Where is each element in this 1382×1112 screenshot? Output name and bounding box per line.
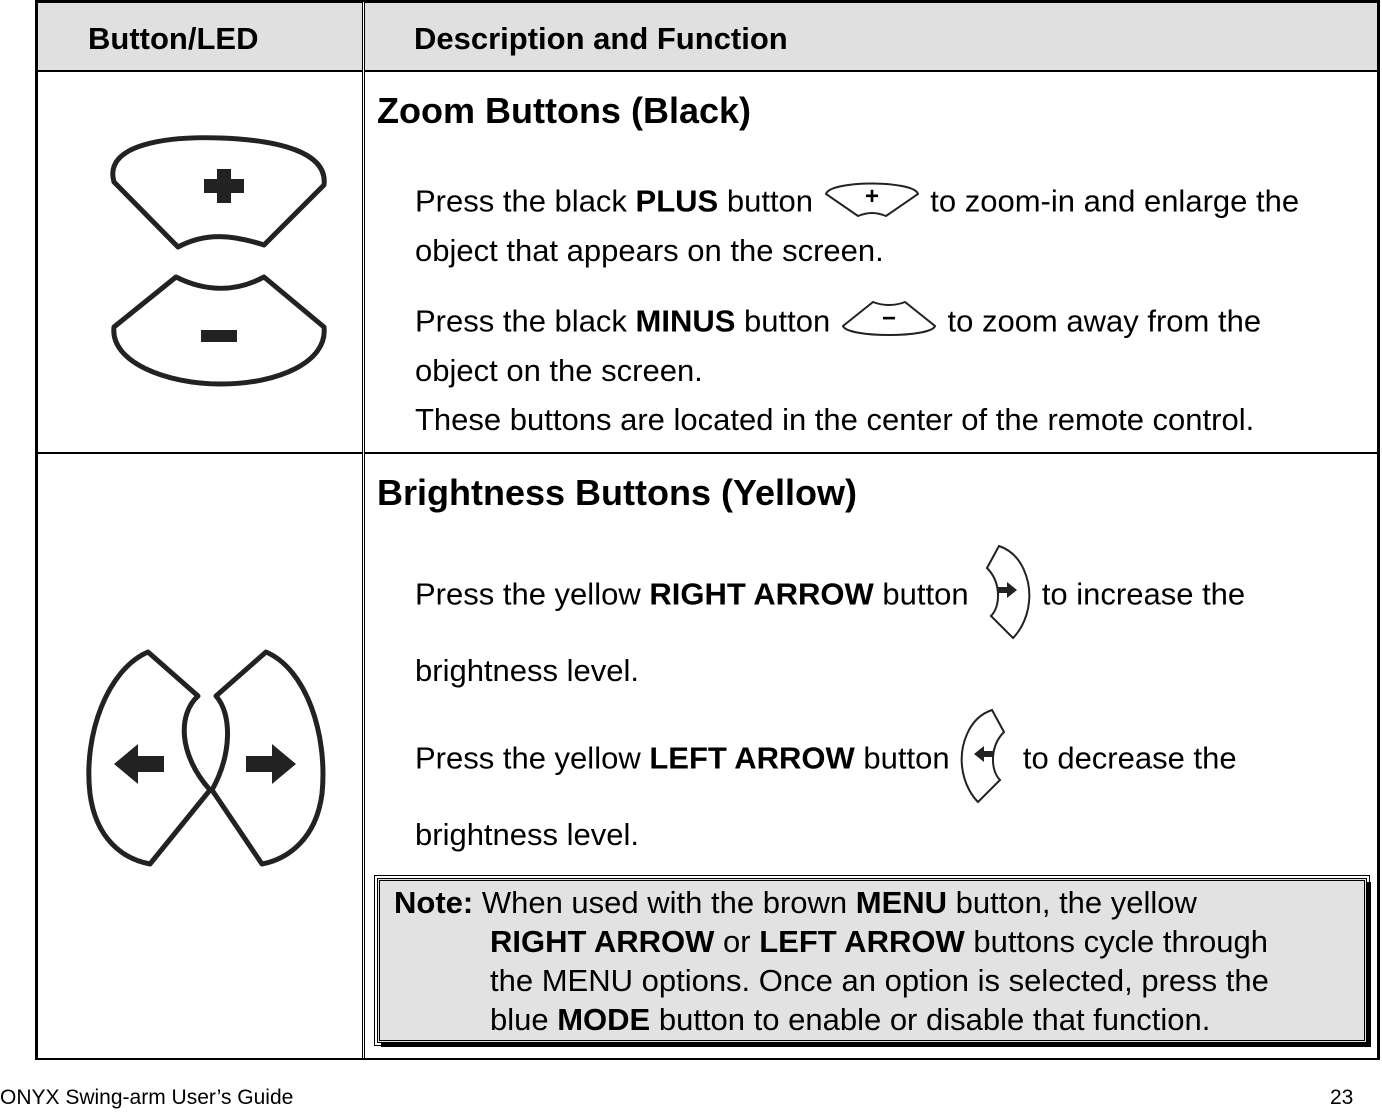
plus-label: PLUS — [635, 183, 719, 219]
zoom-title: Zoom Buttons (Black) — [377, 90, 751, 131]
header-description: Description and Function — [414, 21, 788, 56]
minus-icon-glyph: − — [881, 305, 896, 332]
brightness-description-cell — [364, 453, 1378, 1060]
zoom-description-cell — [364, 71, 1378, 453]
plus-description: Press the black PLUS button + to zoom-in and enlarge the object that appears on the screen. — [415, 176, 1299, 270]
zoom-image-cell — [37, 71, 363, 453]
plus-inline-icon — [822, 176, 922, 231]
note-line-4: blue MODE button to enable or disable that function. — [490, 1002, 1211, 1037]
left-arrow-label: LEFT ARROW — [649, 740, 855, 776]
left-arrow-button-shape — [89, 652, 210, 864]
note-line-3: the MENU options. Once an option is selected, press the — [490, 963, 1269, 998]
header-button-led: Button/LED — [88, 21, 259, 56]
function-table — [35, 0, 1380, 1060]
minus-label: MINUS — [635, 303, 736, 339]
minus-inline-icon — [839, 296, 939, 351]
brightness-image-cell — [37, 453, 363, 1060]
plus-button-shape — [113, 138, 324, 247]
left-arrow-inline-icon — [958, 706, 1014, 815]
brightness-buttons-illustration — [38, 454, 364, 1061]
brightness-title: Brightness Buttons (Yellow) — [377, 472, 858, 513]
page-number: 23 — [1330, 1086, 1354, 1109]
minus-description: Press the black MINUS button − to zoom away from the object on the screen. — [415, 296, 1261, 390]
note-line-2: RIGHT ARROW or LEFT ARROW buttons cycle through — [490, 924, 1269, 959]
right-arrow-label: RIGHT ARROW — [649, 576, 874, 612]
header-cell-description — [364, 2, 1378, 71]
right-arrow-description: Press the yellow RIGHT ARROW button to increase the brightness level. — [415, 542, 1245, 690]
plus-icon-glyph: + — [864, 183, 879, 210]
footer-guide-title: ONYX Swing-arm User’s Guide — [0, 1086, 294, 1109]
right-arrow-button-shape — [212, 652, 323, 864]
zoom-buttons-illustration — [38, 72, 364, 454]
zoom-location-note: These buttons are located in the center of the remote control. — [415, 402, 1255, 437]
right-arrow-inline-icon — [977, 542, 1033, 651]
menu-note-box — [377, 878, 1367, 1043]
left-arrow-description: Press the yellow LEFT ARROW button to decrease the brightness level. — [415, 706, 1237, 854]
header-cell-button-led — [37, 2, 363, 71]
minus-button-shape — [114, 277, 324, 384]
note-line-1: Note: When used with the brown MENU button, the yellow — [394, 885, 1197, 920]
note-label: Note: — [394, 885, 474, 920]
